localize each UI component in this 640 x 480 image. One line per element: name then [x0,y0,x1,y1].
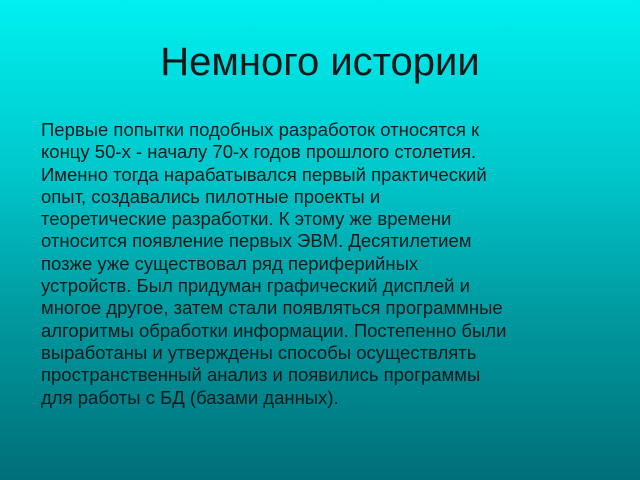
body-line: устройств. Был придуман графический дисплей и [41,275,470,297]
body-line: концу 50-х - началу 70-х годов прошлого столетия. [41,141,477,163]
body-line: теоретические разработки. К этому же времени [41,208,452,230]
body-line: позже уже существовал ряд периферийных [41,252,419,274]
body-line: Первые попытки подобных разработок относятся к [41,119,480,140]
body-line: многое другое, затем стали появляться программные [41,297,503,319]
body-line: для работы с БД (базами данных). [41,386,339,408]
body-line: выработаны и утверждены способы осуществлять [41,341,477,363]
body-line: алгоритмы обработки информации. Постепенно были [41,319,507,341]
body-line: опыт, создавались пилотные проекты и [41,185,381,207]
body-line: пространственный анализ и появились программы [41,364,481,386]
body-line: Именно тогда нарабатывался первый практический [41,163,487,185]
slide-title: Немного истории [160,40,480,84]
slide-body-text [41,119,640,409]
body-line: относится появление первых ЭВМ. Десятилетием [41,230,472,252]
